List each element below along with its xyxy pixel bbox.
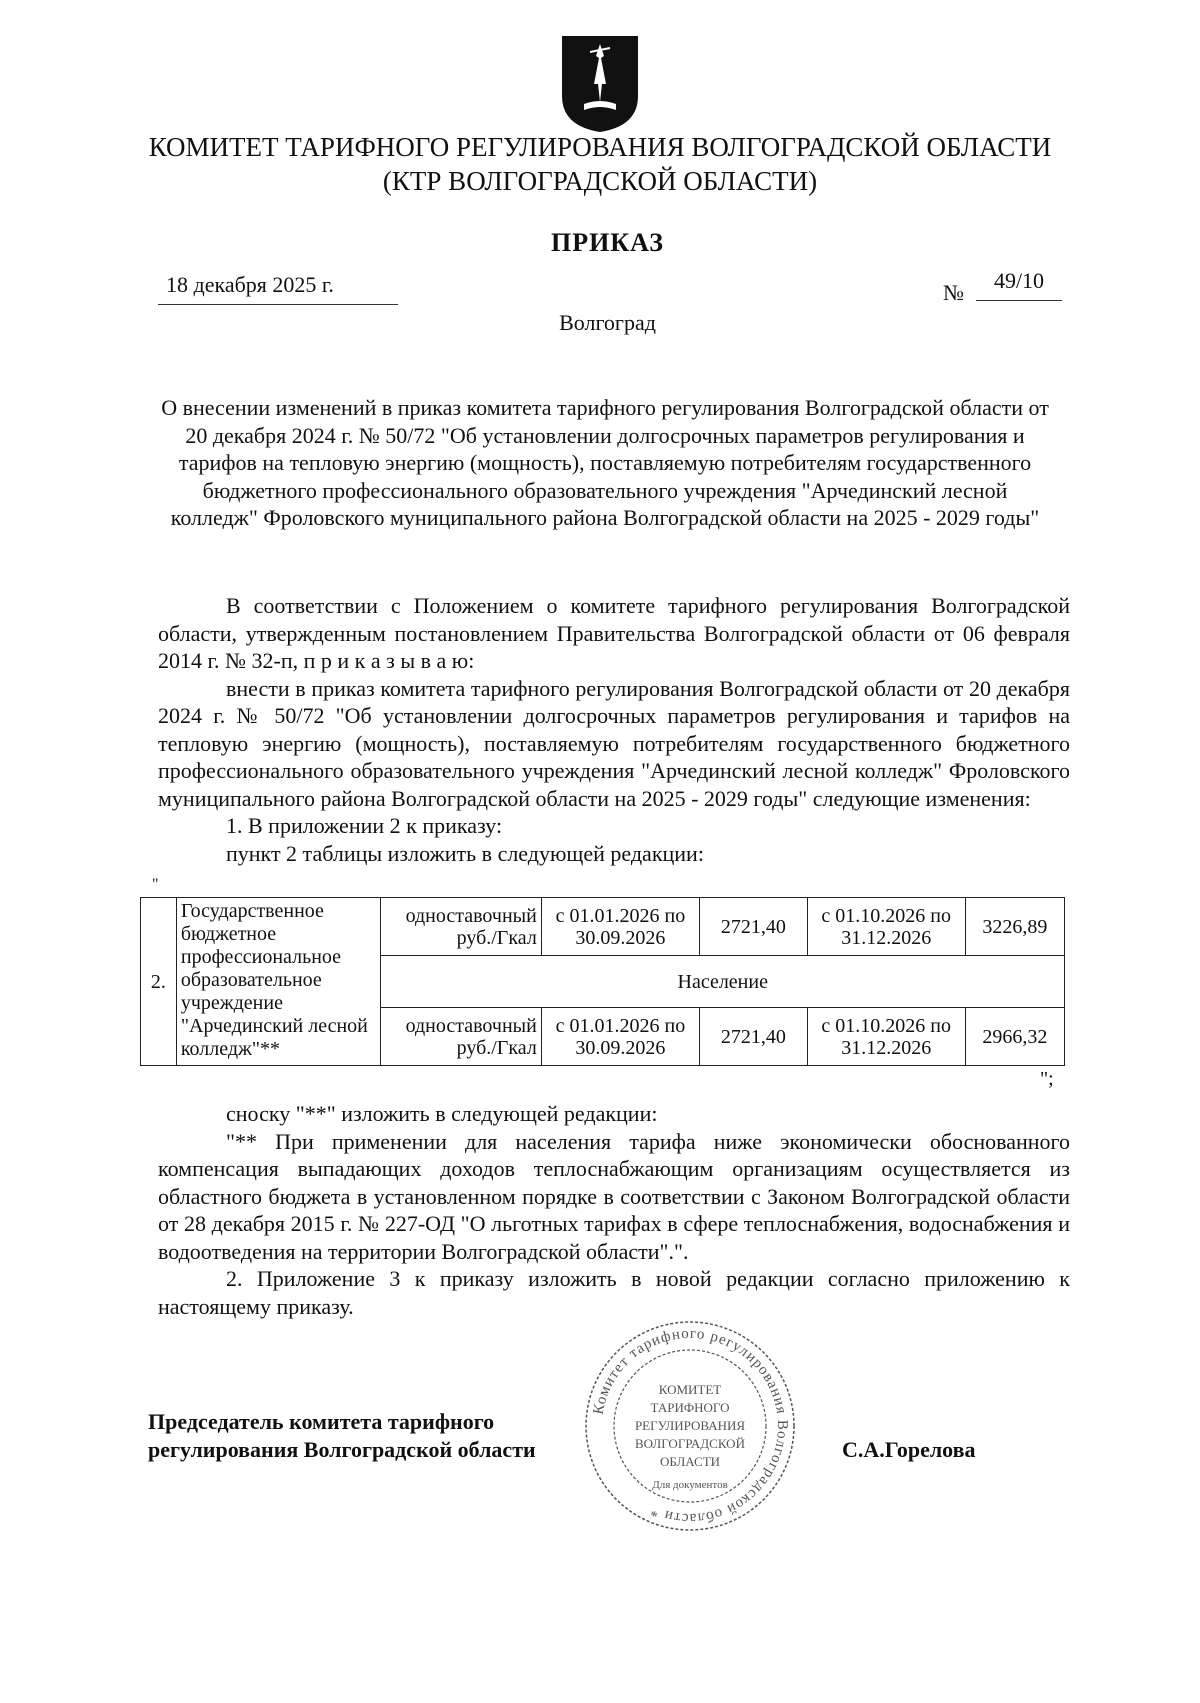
position-line-2: регулирования Волгоградской области <box>148 1437 536 1462</box>
svg-text:Комитет тарифного регулировани: Комитет тарифного регулирования Волгоградской области * <box>590 1325 791 1527</box>
svg-text:ВОЛГОГРАДСКОЙ: ВОЛГОГРАДСКОЙ <box>635 1436 745 1451</box>
period-1: с 01.01.2026 по 30.09.2026 <box>541 1008 699 1066</box>
body-text <box>158 592 1070 867</box>
coat-of-arms-icon <box>560 34 640 134</box>
period-2: с 01.10.2026 по 31.12.2026 <box>807 898 965 956</box>
open-quote: " <box>152 876 159 893</box>
doc-date: 18 декабря 2025 г. <box>158 272 398 305</box>
section-label: Население <box>381 956 1065 1008</box>
close-quote: "; <box>1040 1068 1054 1090</box>
period-2: с 01.10.2026 по 31.12.2026 <box>807 1008 965 1066</box>
value-2: 2966,32 <box>965 1008 1064 1066</box>
position-line-1: Председатель комитета тарифного <box>148 1409 495 1434</box>
tariff-type: одноставочный руб./Гкал <box>381 1008 541 1066</box>
paragraph-change: внести в приказ комитета тарифного регулирования Волгоградской области от 20 декабря 2024 г. № 50/72 "Об установлении долгосрочных параметров регулирования и тарифов на тепловую энергию (мощность), поставляемую потребителям государственного бюджетного профессионального образовательного учреждения "Арчединский лесной колледж" Фроловского муниципального района Волгоградской области на 2025 - 2029 годы" следующие изменения: <box>158 675 1070 811</box>
svg-text:ОБЛАСТИ: ОБЛАСТИ <box>659 1454 721 1469</box>
doc-number-label: № <box>943 280 964 305</box>
body-text-2 <box>158 1100 1070 1320</box>
tariff-type: одноставочный руб./Гкал <box>381 898 541 956</box>
paragraph-item-1: 1. В приложении 2 к приказу: <box>226 813 503 838</box>
doc-title: ПРИКАЗ <box>550 228 665 257</box>
svg-text:Для документов: Для документов <box>652 1479 728 1491</box>
value-1: 2721,40 <box>700 1008 808 1066</box>
value-2: 3226,89 <box>965 898 1064 956</box>
doc-city: Волгоград <box>559 310 656 335</box>
svg-text:ТАРИФНОГО: ТАРИФНОГО <box>650 1400 730 1415</box>
organization-cell: Государственное бюджетное профессиональное образовательное учреждение "Арчединский лесной колледж"** <box>176 898 381 1066</box>
official-stamp <box>580 1316 800 1536</box>
paragraph-footnote: "** При применении для населения тарифа ниже экономически обоснованного компенсация выпадающих доходов теплоснабжающим организациям осуществляется из областного бюджета в установленном порядке в соответствии с Законом Волгоградской области от 28 декабря 2015 г. № 227-ОД "О льготных тарифах в сфере теплоснабжения, водоснабжения и водоотведения на территории Волгоградской области".". <box>158 1128 1070 1264</box>
svg-text:РЕГУЛИРОВАНИЯ: РЕГУЛИРОВАНИЯ <box>634 1418 746 1433</box>
org-short-name: (КТР ВОЛГОГРАДСКОЙ ОБЛАСТИ) <box>382 166 818 196</box>
signatory-position <box>148 1408 536 1464</box>
doc-subject: О внесении изменений в приказ комитета тарифного регулирования Волгоградской области от 20 декабря 2024 г. № 50/72 "Об установлении долгосрочных параметров регулирования и тарифов на тепловую энергию (мощность), поставляемую потребителям государственного бюджетного профессионального образовательного учреждения "Арчединский лесной колледж" Фроловского муниципального района Волгоградской области на 2025 - 2029 годы" <box>161 395 1049 530</box>
tariff-table <box>140 897 1065 1066</box>
doc-number: 49/10 <box>976 268 1062 301</box>
signatory-name: С.А.Горелова <box>842 1437 976 1462</box>
svg-text:КОМИТЕТ: КОМИТЕТ <box>658 1382 722 1397</box>
org-name: КОМИТЕТ ТАРИФНОГО РЕГУЛИРОВАНИЯ ВОЛГОГРАДСКОЙ ОБЛАСТИ <box>148 132 1052 162</box>
row-number: 2. <box>141 898 177 1066</box>
paragraph-footnote-intro: сноску "**" изложить в следующей редакции: <box>226 1101 658 1126</box>
paragraph-table-intro: пункт 2 таблицы изложить в следующей редакции: <box>226 840 704 866</box>
paragraph-item-2: 2. Приложение 3 к приказу изложить в новой редакции согласно приложению к настоящему приказу. <box>158 1266 1070 1319</box>
value-1: 2721,40 <box>700 898 808 956</box>
period-1: с 01.01.2026 по 30.09.2026 <box>541 898 699 956</box>
paragraph-basis: В соответствии с Положением о комитете тарифного регулирования Волгоградской области, утвержденным постановлением Правительства Волгоградской области от 06 февраля 2014 г. № 32-п, п р и к а з ы в а ю: <box>158 593 1070 673</box>
table-row <box>141 898 1065 956</box>
